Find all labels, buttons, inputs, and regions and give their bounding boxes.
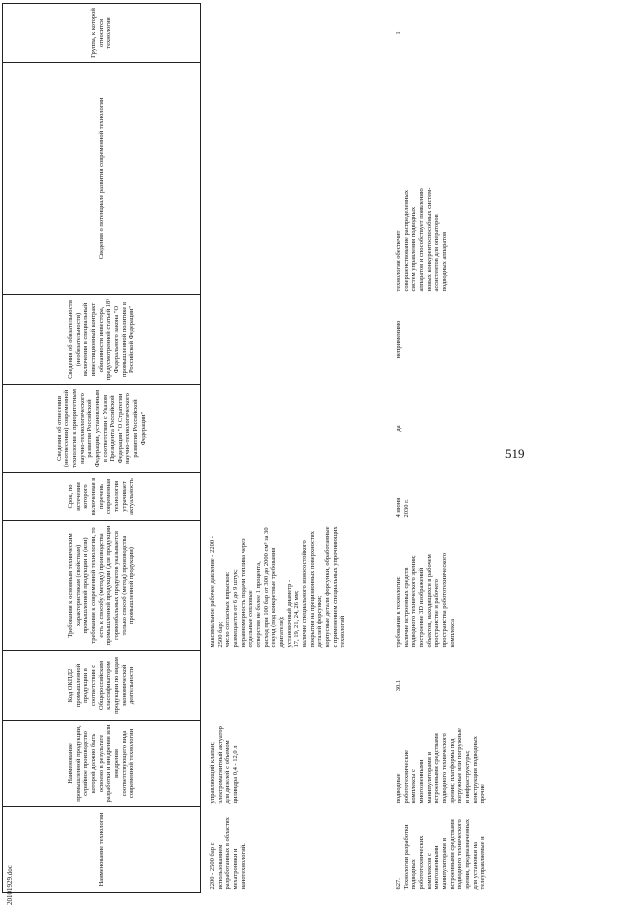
cell-potential [207, 63, 393, 295]
header-priority: Сведения об отнесении (неотнесении) современной технологии к приоритетным научно-технологического развития Российской Федерации, установленным в соответствии с Указом Президента Российской Федерации "О Стратегии научно-технологического развития Российской Федерации" [3, 385, 201, 473]
cell-group: 1 [395, 31, 402, 35]
cell-requirements: требования к технологии: наличие встроенных средств подводного технического зрения; построение 3D изображений объектов, находящихся в рабочем пространстве и рабочего пространства робототехнического комплекса [395, 552, 456, 648]
file-name: 20101929.doc [6, 865, 14, 905]
technology-table [2, 3, 627, 893]
cell-requirements: максимальное рабочее давление - 2200 - 2500 бар; число согласных впрысков: размещается от 6 до 9 штук; неравномерность подачи топлива через отдельные сопловые отверстия не более 1 процента, расход при 100 бар от 300 до 2000 см³ за 30 секунд (под конкретные требования двигателя); установочный диаметр - 17, 19, 21, 24, 26 мм; наличие специального износостойкого покрытия на прецизионных поверхностях деталей форсунки; корпусные детали форсунки, обработанные с применением специальных упрочняющих технологий [209, 526, 347, 648]
cell-group [207, 4, 393, 63]
cell-product: управляющий клапан; электромагнитный актуатор для дизелей с объемом цилиндра 0,4 - 12,0 л [209, 726, 239, 804]
header-product: Наименование промышленной продукции, серийное производство которой должно быть освоено в результате разработки и внедрения или внедрения соответствующего вида современной технологии [3, 721, 201, 807]
header-row [3, 4, 201, 893]
cell-deadline [207, 473, 393, 521]
cell-name: 2200 - 2500 бар с использованием разработанных в областях мехатроники и нанотехнологий. [209, 817, 247, 890]
row-name-text: Технологии разработки подводных робототехнических комплексов с многозвенными манипуляторами и встроенными средствами подводного технического зрения, предназначенных для установки на телеуправляемые и [402, 819, 487, 890]
cell-deadline: 4 июня 2030 г. [395, 497, 410, 518]
cell-product: подводные робототехнические комплексы с многозвенными манипуляторами и встроенными средствами подводного технического зрения; платформы под погружные или погружные и инфраструктуры; конструкции подводных прочие [395, 728, 487, 804]
header-deadline: Срок, по истечении которого включенная в перечень современная технология утрачивает актуальность [3, 473, 201, 521]
row-number: 627. [395, 878, 402, 890]
cell-priority [207, 385, 393, 473]
cell-priority: да [395, 425, 402, 432]
page-number: 519 [505, 446, 525, 461]
cell-potential: технология обеспечит совершенствование распределенных систем управления подводных аппаратов и способствует появлению новых конкурентоспособных систем- ассистентов для операторов подводных аппаратов [395, 187, 448, 292]
header-group: Группа, к которой относится технология [3, 4, 201, 63]
table-row [393, 4, 627, 893]
cell-obligation [207, 295, 393, 385]
header-okpd: Код ОКПД2 промышленной продукции в соответствии с Общероссийским классификатором продукции по видам экономической деятельности [3, 651, 201, 721]
cell-name [393, 807, 627, 893]
table-row [207, 4, 393, 893]
header-tech-name: Наименование технологии [3, 807, 201, 893]
header-obligation: Сведения об обязательности (необязательности) включения в специальный инвестиционный контракт обязанности инвестора, предусмотренной статьей 18¹ Федерального закона "О промышленной политике в Российской Федерации" [3, 295, 201, 385]
document-table-rotated [2, 4, 638, 893]
header-potential: Сведения о потенциале развития современной технологии [3, 63, 201, 295]
cell-okpd: 30.1 [395, 679, 402, 692]
header-requirements: Требования к основным техническим характеристикам (свойствам) промышленной продукции и (или) требования к современной технологии, то есть к способу (методу) производства промышленной продукции (для продукции гормонбальных продуктов указывается только способ (метод) производства промышленной продукции) [3, 521, 201, 651]
cell-okpd [207, 651, 393, 721]
cell-obligation: неприменимо [395, 320, 402, 359]
